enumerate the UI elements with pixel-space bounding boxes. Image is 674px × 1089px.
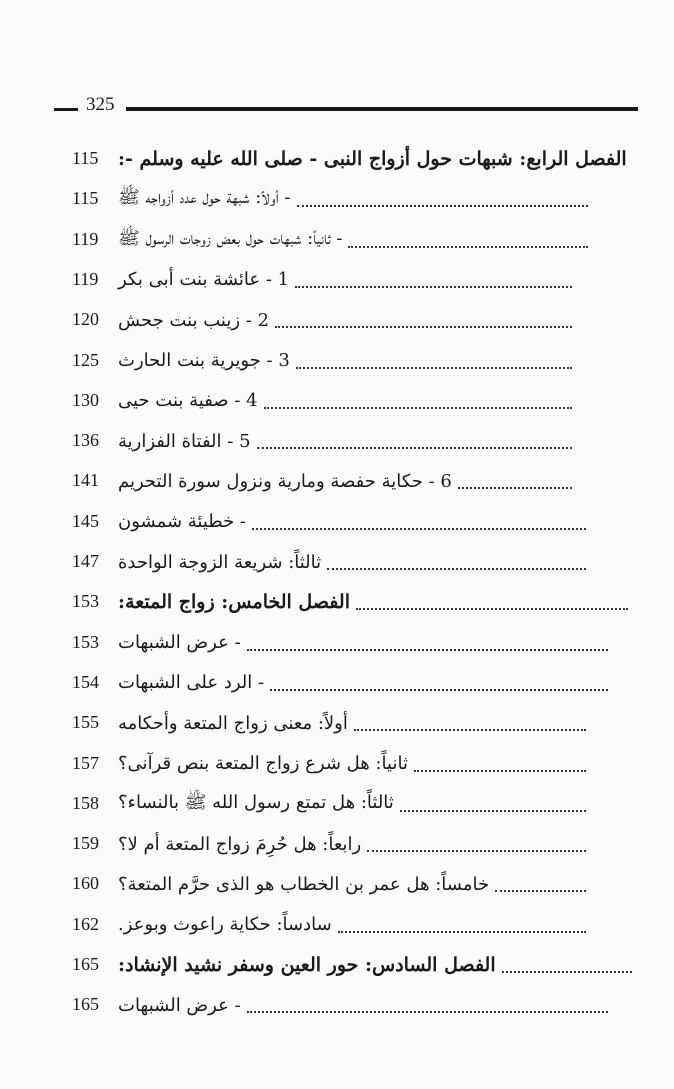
toc-page-number: 130 xyxy=(72,389,99,410)
page-header xyxy=(0,95,674,135)
toc-row xyxy=(0,422,674,462)
toc-entry xyxy=(118,384,578,418)
toc-entry-title: أولاً: معنى زواج المتعة وأحكامه xyxy=(118,712,348,734)
dot-leader xyxy=(247,649,608,651)
dot-leader xyxy=(270,689,608,691)
chapter-title: الفصل الخامس: زواج المتعة: xyxy=(118,591,350,614)
toc-entry xyxy=(118,787,592,821)
toc-entry xyxy=(118,505,592,539)
toc-row xyxy=(0,946,674,986)
toc-entry xyxy=(118,464,578,498)
toc-row xyxy=(0,865,674,905)
toc-row xyxy=(0,986,674,1026)
toc-page-number: 158 xyxy=(72,792,99,813)
page-number: 325 xyxy=(86,94,115,115)
chapter-title: الفصل السادس: حور العين وسفر نشيد الإنشاد: xyxy=(118,954,496,976)
toc-entry-title: خامساً: هل عمر بن الخطاب هو الذى حرَّم المتعة؟ xyxy=(118,873,490,895)
dot-leader xyxy=(414,770,586,772)
toc-entry xyxy=(118,344,578,378)
toc-row xyxy=(0,382,674,422)
toc-row xyxy=(0,180,674,220)
toc-entry xyxy=(118,585,634,619)
toc-page-number: 157 xyxy=(72,752,99,773)
toc-page-number: 136 xyxy=(72,430,99,451)
toc-row xyxy=(0,342,674,382)
toc-entry-title: ثالثاً: شريعة الزوجة الواحدة xyxy=(118,551,322,573)
toc-entry xyxy=(118,666,614,700)
toc-page-number: 145 xyxy=(72,510,99,531)
toc-row xyxy=(0,261,674,301)
toc-entry-title: سادساً: حكاية راعوث وبوعز. xyxy=(118,914,332,936)
toc-page-number: 154 xyxy=(72,671,99,692)
toc-page-number: 125 xyxy=(72,349,99,370)
header-rule-short xyxy=(54,108,78,111)
toc-page-number: 165 xyxy=(72,994,99,1015)
toc-entry-title: 3 - جويرية بنت الحارث xyxy=(118,350,290,371)
toc-row xyxy=(0,301,674,341)
toc-page-number: 162 xyxy=(72,913,99,934)
toc-entry-title: 6 - حكاية حفصة ومارية ونزول سورة التحريم xyxy=(118,470,452,492)
toc-row xyxy=(0,745,674,785)
toc-entry xyxy=(118,545,592,579)
toc-row xyxy=(0,462,674,502)
toc-page-number: 119 xyxy=(72,228,99,249)
toc-entry xyxy=(118,303,578,337)
toc-entry xyxy=(118,142,634,176)
toc-row xyxy=(0,664,674,704)
toc-entry-title: - عرض الشبهات xyxy=(118,632,241,654)
toc-row xyxy=(0,785,674,825)
toc-entry-title: ثانياً: هل شرع زواج المتعة بنص قرآنى؟ xyxy=(118,753,408,774)
dot-leader xyxy=(400,810,586,812)
toc-row xyxy=(0,704,674,744)
toc-row xyxy=(0,583,674,623)
toc-row xyxy=(0,503,674,543)
toc-entry-title: - ثانياً: شبهات حول بعض زوجات الرسول ﷺ xyxy=(118,227,343,249)
dot-leader xyxy=(297,205,588,207)
toc-page-number: 160 xyxy=(72,873,99,894)
dot-leader xyxy=(247,1011,608,1013)
toc-entry xyxy=(118,747,592,781)
dot-leader xyxy=(252,528,586,530)
dot-leader xyxy=(327,568,586,570)
toc-page-number: 119 xyxy=(72,268,99,289)
toc-entry-title: 5 - الفتاة الفزارية xyxy=(118,430,251,452)
toc-entry xyxy=(118,182,594,216)
toc-page-number: 120 xyxy=(72,309,99,330)
toc-entry xyxy=(118,223,594,257)
dot-leader xyxy=(367,850,586,852)
toc-entry-title: - الرد على الشبهات xyxy=(118,672,265,694)
toc-row xyxy=(0,906,674,946)
dot-leader xyxy=(354,729,586,731)
header-rule-long xyxy=(126,107,638,111)
toc-page-number: 159 xyxy=(72,833,99,854)
dot-leader xyxy=(338,931,586,933)
dot-leader xyxy=(296,367,572,369)
dot-leader xyxy=(356,608,628,610)
toc-page-number: 153 xyxy=(72,591,99,612)
toc-row xyxy=(0,221,674,261)
toc-entry xyxy=(118,706,592,740)
toc-entry xyxy=(118,626,614,660)
dot-leader xyxy=(257,447,572,449)
toc-page-number: 153 xyxy=(72,631,99,652)
toc-entry-title: 2 - زينب بنت جحش xyxy=(118,309,270,331)
toc-row xyxy=(0,825,674,865)
toc-entry xyxy=(118,263,578,297)
toc-row xyxy=(0,624,674,664)
toc-entry-title: - خطيئة شمشون xyxy=(118,511,246,533)
dot-leader xyxy=(264,407,572,409)
toc-row xyxy=(0,543,674,583)
toc-entry-title: ثالثاً: هل تمتع رسول الله ﷺ بالنساء؟ xyxy=(118,791,394,813)
toc-entry-title: - عرض الشبهات xyxy=(118,994,241,1016)
toc-entry xyxy=(118,867,592,901)
dot-leader xyxy=(275,326,572,328)
toc-page-number: 165 xyxy=(72,954,99,974)
dot-leader xyxy=(295,286,572,288)
toc-row xyxy=(0,140,674,180)
toc-entry xyxy=(118,424,578,458)
toc-page-number: 115 xyxy=(72,148,99,168)
toc-entry xyxy=(118,908,592,942)
dot-leader xyxy=(495,890,586,892)
toc-page-number: 147 xyxy=(72,551,99,571)
toc-entry-title: - أولاً: شبهة حول عدد أزواجه ﷺ xyxy=(118,187,291,209)
toc-entry xyxy=(118,948,638,982)
dot-leader xyxy=(458,487,572,489)
toc-page-number: 155 xyxy=(72,712,99,733)
toc-entry-title: 1 - عائشة بنت أبى بكر xyxy=(118,269,290,291)
dot-leader xyxy=(502,971,632,973)
chapter-title: الفصل الرابع: شبهات حول أزواج النبى - صلى الله عليه وسلم -: xyxy=(118,148,627,170)
toc-entry xyxy=(118,827,592,861)
toc-entry-title: رابعاً: هل حُرِمَ زواج المتعة أم لا؟ xyxy=(118,833,362,855)
dot-leader xyxy=(348,246,588,248)
toc-page-number: 141 xyxy=(72,470,99,491)
toc-entry xyxy=(118,988,614,1022)
toc-entry-title: 4 - صفية بنت حيى xyxy=(118,390,258,412)
toc-page-number: 115 xyxy=(72,188,99,209)
